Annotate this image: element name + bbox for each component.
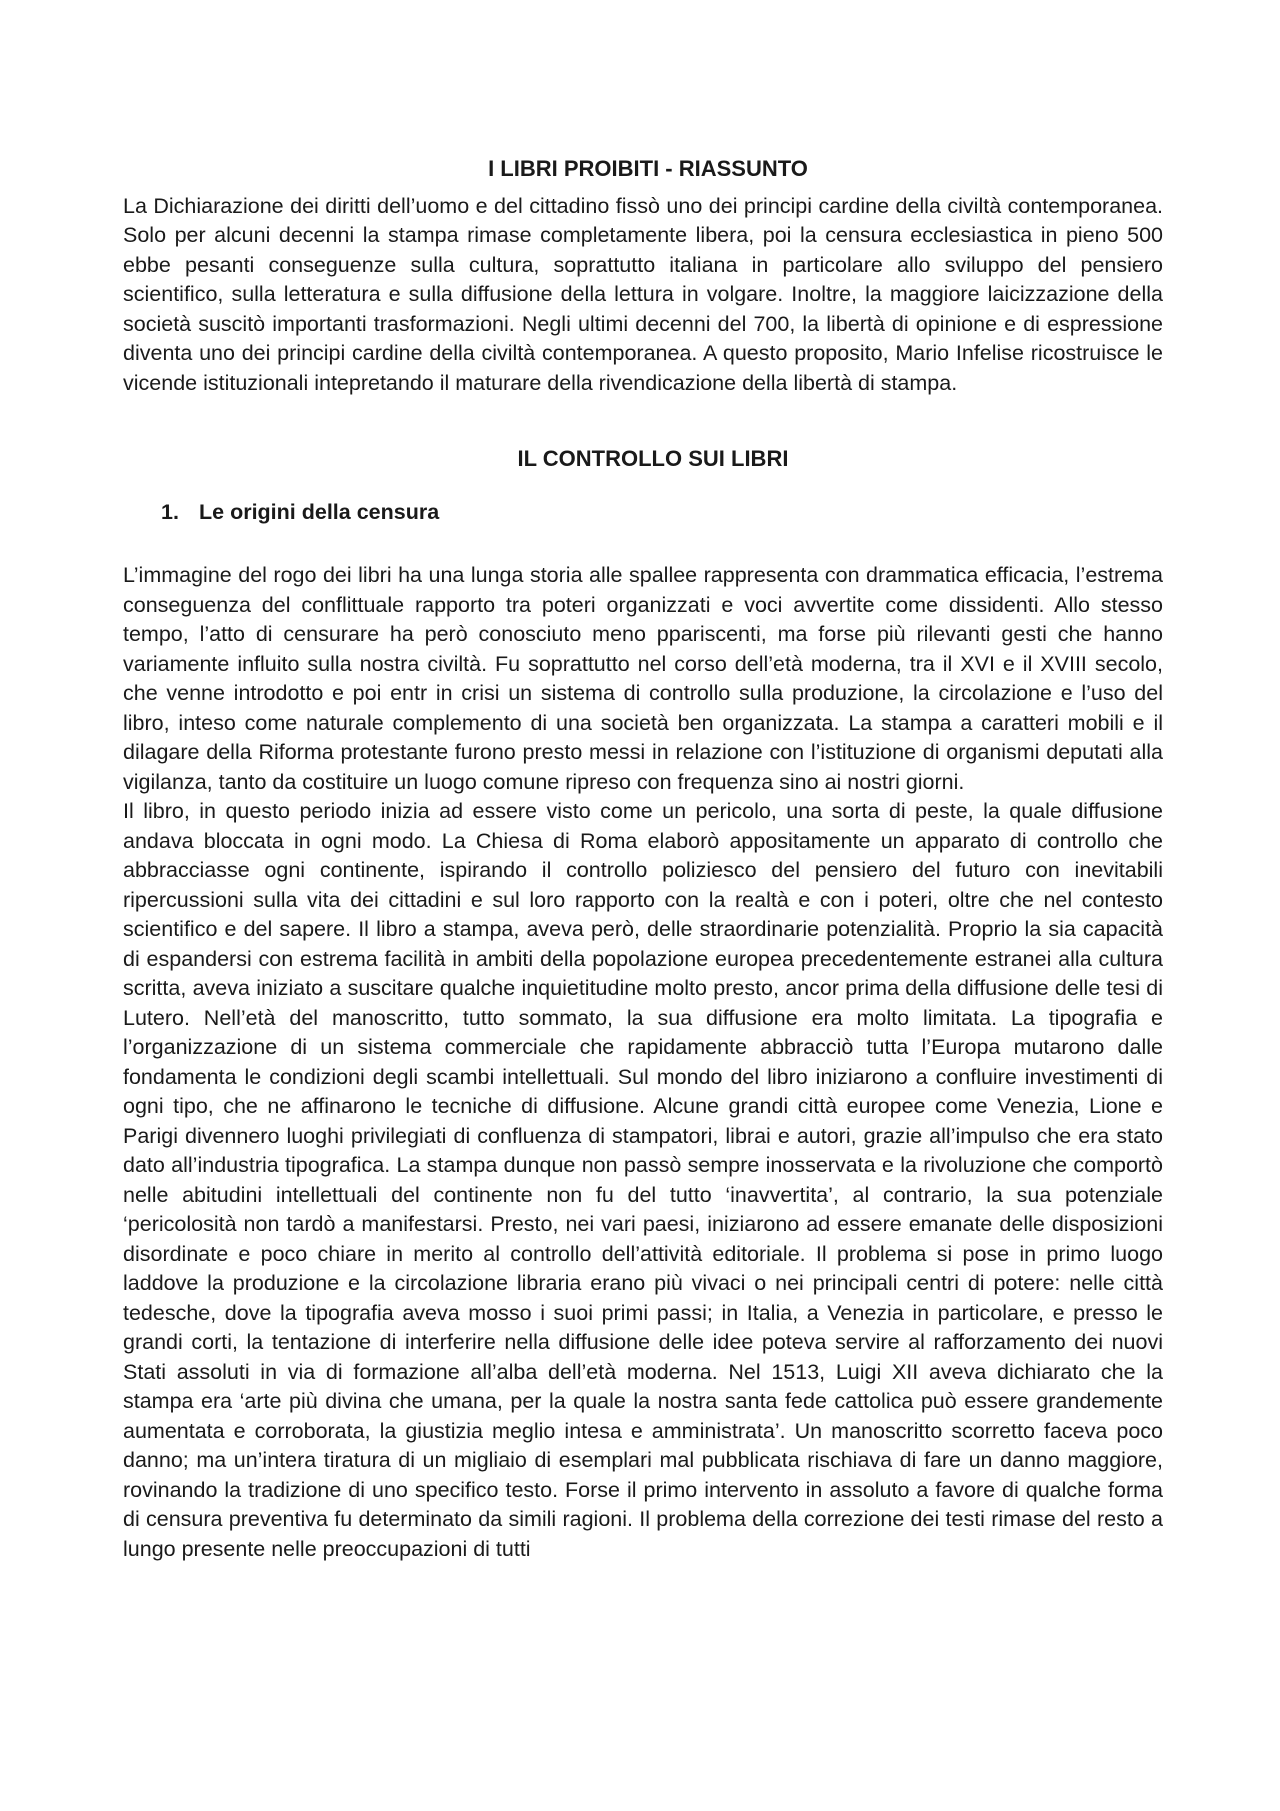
subsection-number: 1.	[161, 499, 179, 524]
document-page	[123, 150, 1163, 1564]
document-title: I LIBRI PROIBITI - RIASSUNTO	[488, 156, 808, 181]
intro-paragraph: La Dichiarazione dei diritti dell’uomo e del cittadino fissò uno dei principi cardine della civiltà contemporanea. Solo per alcuni decenni la stampa rimase completamente libera, poi la censura ecclesiastica in pieno 500 ebbe pesanti conseguenze sulla cultura, soprattutto italiana in particolare allo sviluppo del pensiero scientifico, sulla letteratura e sulla diffusione della lettura in volgare. Inoltre, la maggiore laicizzazione della società suscitò importanti trasformazioni. Negli ultimi decenni del 700, la libertà di opinione e di espressione diventa uno dei principi cardine della civiltà contemporanea. A questo proposito, Mario Infelise ricostruisce le vicende istituzionali intepretando il maturare della rivendicazione della libertà di stampa.	[123, 193, 1163, 395]
body-paragraph-1: L’immagine del rogo dei libri ha una lunga storia alle spallee rappresenta con drammatica efficacia, l’estrema conseguenza del conflittuale rapporto tra poteri organizzati e voci avvertite come dissidenti. Allo stesso tempo, l’atto di censurare ha però conosciuto meno ppariscenti, ma forse più rilevanti gesti che hanno variamente influito sulla nostra civiltà. Fu soprattutto nel corso dell’età moderna, tra il XVI e il XVIII secolo, che venne introdotto e poi entr in crisi un sistema di controllo sulla produzione, la circolazione e l’uso del libro, inteso come naturale complemento di una società ben organizzata. La stampa a caratteri mobili e il dilagare della Riforma protestante furono presto messi in relazione con l’istituzione di organismi deputati alla vigilanza, tanto da costituire un luogo comune ripreso con frequenza sino ai nostri giorni.	[123, 563, 1163, 794]
section-title: IL CONTROLLO SUI LIBRI	[517, 446, 789, 471]
subsection-title: Le origini della censura	[199, 499, 440, 524]
subsection-heading	[161, 498, 1163, 528]
body-paragraph-2: Il libro, in questo periodo inizia ad essere visto come un pericolo, una sorta di peste, la quale diffusione andava bloccata in ogni modo. La Chiesa di Roma elaborò appositamente un apparato di controllo che abbracciasse ogni continente, ispirando il controllo poliziesco del pensiero del futuro con inevitabili ripercussioni sulla vita dei cittadini e sul loro rapporto con la realtà e con i poteri, oltre che nel contesto scientifico e del sapere. Il libro a stampa, aveva però, delle straordinarie potenzialità. Proprio la sia capacità di espandersi con estrema facilità in ambiti della popolazione europea precedentemente estranei alla cultura scritta, aveva iniziato a suscitare qualche inquietitudine molto presto, ancor prima della diffusione delle tesi di Lutero. Nell’età del manoscritto, tutto sommato, la sua diffusione era molto limitata. La tipografia e l’organizzazione di un sistema commerciale che rapidamente abbracciò tutta l’Europa mutarono dalle fondamenta le condizioni degli scambi intellettuali. Sul mondo del libro iniziarono a confluire investimenti di ogni tipo, che ne affinarono le tecniche di diffusione. Alcune grandi città europee come Venezia, Lione e Parigi divennero luoghi privilegiati di confluenza di stampatori, librai e autori, grazie all’impulso che era stato dato all’industria tipografica. La stampa dunque non passò sempre inosservata e la rivoluzione che comportò nelle abitudini intellettuali del continente non fu del tutto ‘inavvertita’, al contrario, la sua potenziale ‘pericolosità non tardò a manifestarsi. Presto, nei vari paesi, iniziarono ad essere emanate delle disposizioni disordinate e poco chiare in merito al controllo dell’attività editoriale. Il problema si pose in primo luogo laddove la produzione e la circolazione libraria erano più vivaci o nei principali centri di potere: nelle città tedesche, dove la tipografia aveva mosso i suoi primi passi; in Italia, a Venezia in particolare, e presso le grandi corti, la tentazione di interferire nella diffusione delle idee poteva servire al rafforzamento dei nuovi Stati assoluti in via di formazione all’alba dell’età moderna. Nel 1513, Luigi XII aveva dichiarato che la stampa era ‘arte più divina che umana, per la quale la nostra santa fede cattolica può essere grandemente aumentata e corroborata, la giustizia meglio intesa e amministrata’. Un manoscritto scorretto faceva poco danno; ma un’intera tiratura di un migliaio di esemplari mal pubblicata rischiava di fare un danno maggiore, rovinando la tradizione di uno specifico testo. Forse il primo intervento in assoluto a favore di qualche forma di censura preventiva fu determinato da simili ragioni. Il problema della correzione dei testi rimase del resto a lungo presente nelle preoccupazioni di tutti	[123, 799, 1163, 1561]
